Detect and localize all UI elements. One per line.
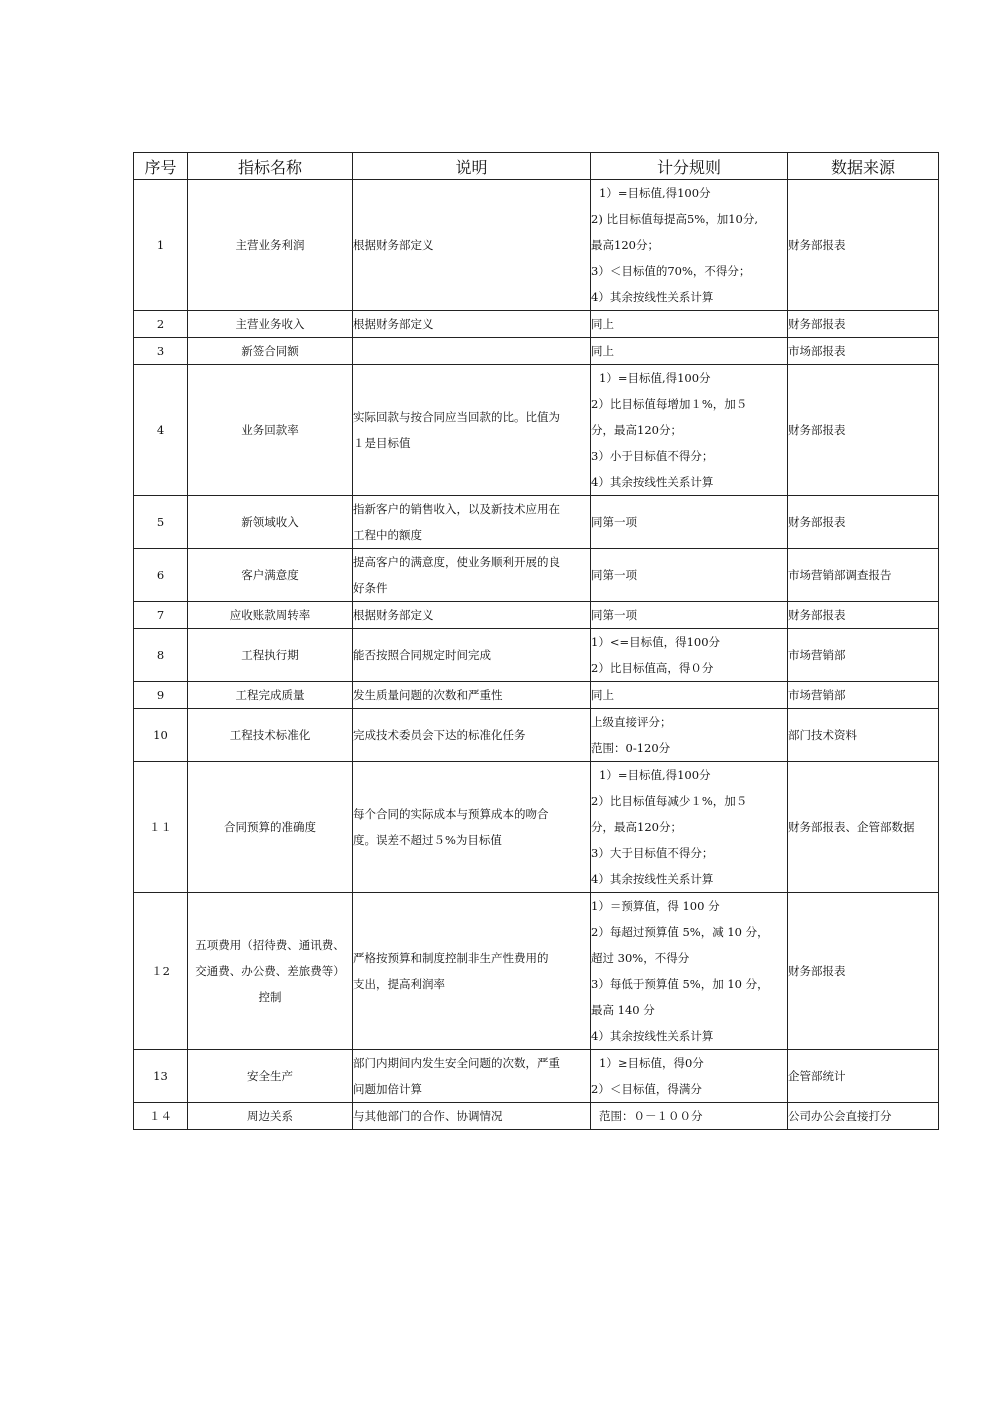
scoring-rule-line: 范围：０－１００分 xyxy=(599,1109,703,1123)
indicator-name-line: 工程执行期 xyxy=(241,648,299,662)
row-index: １2 xyxy=(134,893,188,1050)
scoring-rule xyxy=(591,1050,788,1103)
description-line: 实际回款与按合同应当回款的比。比值为 xyxy=(353,410,560,424)
description-line: １是目标值 xyxy=(353,436,411,450)
scoring-rule xyxy=(591,602,788,629)
data-source-text: 市场营销部调查报告 xyxy=(788,568,892,582)
data-source xyxy=(788,311,939,338)
row-index: 1 xyxy=(134,180,188,311)
scoring-rule xyxy=(591,762,788,893)
scoring-rule-line: 4）其余按线性关系计算 xyxy=(591,475,714,489)
kpi-table xyxy=(133,152,939,1130)
data-source xyxy=(788,893,939,1050)
header-data-source: 数据来源 xyxy=(788,153,939,180)
table-row xyxy=(134,1103,939,1130)
data-source-text: 企管部统计 xyxy=(788,1069,846,1083)
scoring-rule-line: 3）＜目标值的70%，不得分； xyxy=(591,264,751,278)
scoring-rule-line: 同第一项 xyxy=(591,515,637,529)
scoring-rule xyxy=(591,629,788,682)
description xyxy=(353,762,591,893)
data-source xyxy=(788,602,939,629)
scoring-rule-line: 同第一项 xyxy=(591,568,637,582)
description-line: 好条件 xyxy=(353,581,388,595)
scoring-rule-line: 最高120分； xyxy=(591,238,659,252)
data-source-text: 财务部报表 xyxy=(788,964,846,978)
indicator-name xyxy=(188,1050,353,1103)
description-line: 提高客户的满意度，使业务顺利开展的良 xyxy=(353,555,560,569)
description-line: 部门内期间内发生安全问题的次数，严重 xyxy=(353,1056,560,1070)
indicator-name-line: 主营业务收入 xyxy=(235,317,305,331)
scoring-rule-line: 1）≥目标值，得0分 xyxy=(599,1056,704,1070)
indicator-name-line: 新签合同额 xyxy=(241,344,299,358)
header-index: 序号 xyxy=(134,153,188,180)
indicator-name-line: 控制 xyxy=(258,990,282,1004)
indicator-name-line: 新领域收入 xyxy=(241,515,299,529)
data-source-text: 财务部报表、企管部数据 xyxy=(788,820,915,834)
indicator-name xyxy=(188,496,353,549)
data-source xyxy=(788,762,939,893)
description xyxy=(353,602,591,629)
scoring-rule xyxy=(591,549,788,602)
description-line: 根据财务部定义 xyxy=(353,238,434,252)
description-line: 工程中的额度 xyxy=(353,528,422,542)
header-indicator-name: 指标名称 xyxy=(188,153,353,180)
data-source-text: 公司办公会直接打分 xyxy=(788,1109,892,1123)
scoring-rule-line: 分，最高120分； xyxy=(591,820,682,834)
description xyxy=(353,549,591,602)
scoring-rule xyxy=(591,311,788,338)
table-row xyxy=(134,709,939,762)
description-line: 能否按照合同规定时间完成 xyxy=(353,648,491,662)
data-source-text: 财务部报表 xyxy=(788,515,846,529)
table-row xyxy=(134,1050,939,1103)
data-source xyxy=(788,1103,939,1130)
description-line: 指新客户的销售收入，以及新技术应用在 xyxy=(353,502,560,516)
row-index: 5 xyxy=(134,496,188,549)
indicator-name xyxy=(188,365,353,496)
description xyxy=(353,496,591,549)
indicator-name-line: 交通费、办公费、差旅费等） xyxy=(195,964,345,978)
scoring-rule-line: 1）=目标值,得100分 xyxy=(599,186,711,200)
scoring-rule xyxy=(591,338,788,365)
scoring-rule-line: 同上 xyxy=(591,688,614,702)
description-line: 与其他部门的合作、协调情况 xyxy=(353,1109,503,1123)
table-row xyxy=(134,893,939,1050)
data-source xyxy=(788,629,939,682)
scoring-rule-line: 3）小于目标值不得分； xyxy=(591,449,714,463)
scoring-rule-line: 4）其余按线性关系计算 xyxy=(591,290,714,304)
scoring-rule xyxy=(591,893,788,1050)
table-row xyxy=(134,338,939,365)
scoring-rule xyxy=(591,180,788,311)
scoring-rule-line: 4）其余按线性关系计算 xyxy=(591,1029,714,1043)
data-source xyxy=(788,496,939,549)
scoring-rule xyxy=(591,496,788,549)
scoring-rule xyxy=(591,709,788,762)
description xyxy=(353,1050,591,1103)
scoring-rule-line: 1）<=目标值，得100分 xyxy=(591,635,721,649)
indicator-name-line: 应收账款周转率 xyxy=(229,608,311,622)
indicator-name-line: 工程完成质量 xyxy=(235,688,305,702)
scoring-rule-line: 2）比目标值每增加１%，加５ xyxy=(591,397,748,411)
indicator-name xyxy=(188,180,353,311)
scoring-rule-line: 1）＝预算值，得 100 分 xyxy=(591,899,720,913)
table-header-row xyxy=(134,153,939,180)
description xyxy=(353,1103,591,1130)
description xyxy=(353,629,591,682)
row-index: 6 xyxy=(134,549,188,602)
table-row xyxy=(134,365,939,496)
data-source xyxy=(788,1050,939,1103)
table-row xyxy=(134,602,939,629)
description xyxy=(353,365,591,496)
row-index: 3 xyxy=(134,338,188,365)
scoring-rule-line: 同上 xyxy=(591,344,614,358)
data-source xyxy=(788,549,939,602)
scoring-rule-line: 3）大于目标值不得分； xyxy=(591,846,714,860)
scoring-rule-line: 分，最高120分； xyxy=(591,423,682,437)
row-index: 9 xyxy=(134,682,188,709)
data-source-text: 部门技术资料 xyxy=(788,728,857,742)
row-index: 10 xyxy=(134,709,188,762)
indicator-name xyxy=(188,709,353,762)
indicator-name xyxy=(188,602,353,629)
description-line: 根据财务部定义 xyxy=(353,608,434,622)
indicator-name xyxy=(188,682,353,709)
description xyxy=(353,893,591,1050)
indicator-name xyxy=(188,893,353,1050)
indicator-name xyxy=(188,549,353,602)
data-source xyxy=(788,709,939,762)
table-row xyxy=(134,311,939,338)
table-row xyxy=(134,549,939,602)
scoring-rule-line: 3）每低于预算值 5%，加 10 分， xyxy=(591,977,769,991)
table-row xyxy=(134,682,939,709)
data-source-text: 财务部报表 xyxy=(788,608,846,622)
description xyxy=(353,682,591,709)
data-source xyxy=(788,365,939,496)
indicator-name xyxy=(188,762,353,893)
indicator-name xyxy=(188,311,353,338)
description xyxy=(353,338,591,365)
data-source-text: 市场营销部 xyxy=(788,648,846,662)
scoring-rule-line: 2）每超过预算值 5%，减 10 分， xyxy=(591,925,769,939)
table-row xyxy=(134,180,939,311)
indicator-name-line: 周边关系 xyxy=(247,1109,293,1123)
scoring-rule-line: 1）=目标值,得100分 xyxy=(599,768,711,782)
scoring-rule-line: 同上 xyxy=(591,317,614,331)
scoring-rule-line: 2）＜目标值，得满分 xyxy=(591,1082,702,1096)
indicator-name-line: 客户满意度 xyxy=(241,568,299,582)
description xyxy=(353,709,591,762)
scoring-rule xyxy=(591,682,788,709)
table-row xyxy=(134,762,939,893)
row-index: 8 xyxy=(134,629,188,682)
description-line: 发生质量问题的次数和严重性 xyxy=(353,688,503,702)
indicator-name-line: 安全生产 xyxy=(247,1069,293,1083)
indicator-name-line: 工程技术标准化 xyxy=(229,728,311,742)
description-line: 根据财务部定义 xyxy=(353,317,434,331)
data-source xyxy=(788,180,939,311)
data-source-text: 财务部报表 xyxy=(788,317,846,331)
row-index: 4 xyxy=(134,365,188,496)
indicator-name-line: 五项费用（招待费、通讯费、 xyxy=(195,938,345,952)
data-source-text: 市场部报表 xyxy=(788,344,846,358)
indicator-name-line: 合同预算的准确度 xyxy=(224,820,316,834)
description-line: 问题加倍计算 xyxy=(353,1082,422,1096)
description-line: 严格按预算和制度控制非生产性费用的 xyxy=(353,951,549,965)
table-row xyxy=(134,629,939,682)
description-line: 支出，提高利润率 xyxy=(353,977,445,991)
scoring-rule-line: 2）比目标值每减少１%，加５ xyxy=(591,794,748,808)
indicator-name-line: 业务回款率 xyxy=(241,423,299,437)
row-index: １４ xyxy=(134,1103,188,1130)
scoring-rule-line: 最高 140 分 xyxy=(591,1003,655,1017)
data-source xyxy=(788,338,939,365)
scoring-rule-line: 2) 比目标值每提高5%，加10分, xyxy=(591,212,758,226)
data-source-text: 市场营销部 xyxy=(788,688,846,702)
indicator-name-line: 主营业务利润 xyxy=(235,238,305,252)
scoring-rule xyxy=(591,365,788,496)
scoring-rule-line: 上级直接评分； xyxy=(591,715,672,729)
scoring-rule-line: 同第一项 xyxy=(591,608,637,622)
data-source xyxy=(788,682,939,709)
row-index: 7 xyxy=(134,602,188,629)
description-line: 度。误差不超过５%为目标值 xyxy=(353,833,502,847)
indicator-name xyxy=(188,338,353,365)
description-line: 每个合同的实际成本与预算成本的吻合 xyxy=(353,807,549,821)
scoring-rule-line: 2）比目标值高，得０分 xyxy=(591,661,714,675)
row-index: 2 xyxy=(134,311,188,338)
row-index: 13 xyxy=(134,1050,188,1103)
data-source-text: 财务部报表 xyxy=(788,423,846,437)
indicator-name xyxy=(188,1103,353,1130)
data-source-text: 财务部报表 xyxy=(788,238,846,252)
indicator-name xyxy=(188,629,353,682)
description xyxy=(353,311,591,338)
scoring-rule-line: 超过 30%，不得分 xyxy=(591,951,690,965)
scoring-rule-line: 范围：0-120分 xyxy=(591,741,671,755)
table-row xyxy=(134,496,939,549)
scoring-rule xyxy=(591,1103,788,1130)
header-scoring-rule: 计分规则 xyxy=(591,153,788,180)
scoring-rule-line: 4）其余按线性关系计算 xyxy=(591,872,714,886)
row-index: １１ xyxy=(134,762,188,893)
description xyxy=(353,180,591,311)
scoring-rule-line: 1）=目标值,得100分 xyxy=(599,371,711,385)
header-description: 说明 xyxy=(353,153,591,180)
description-line: 完成技术委员会下达的标准化任务 xyxy=(353,728,526,742)
